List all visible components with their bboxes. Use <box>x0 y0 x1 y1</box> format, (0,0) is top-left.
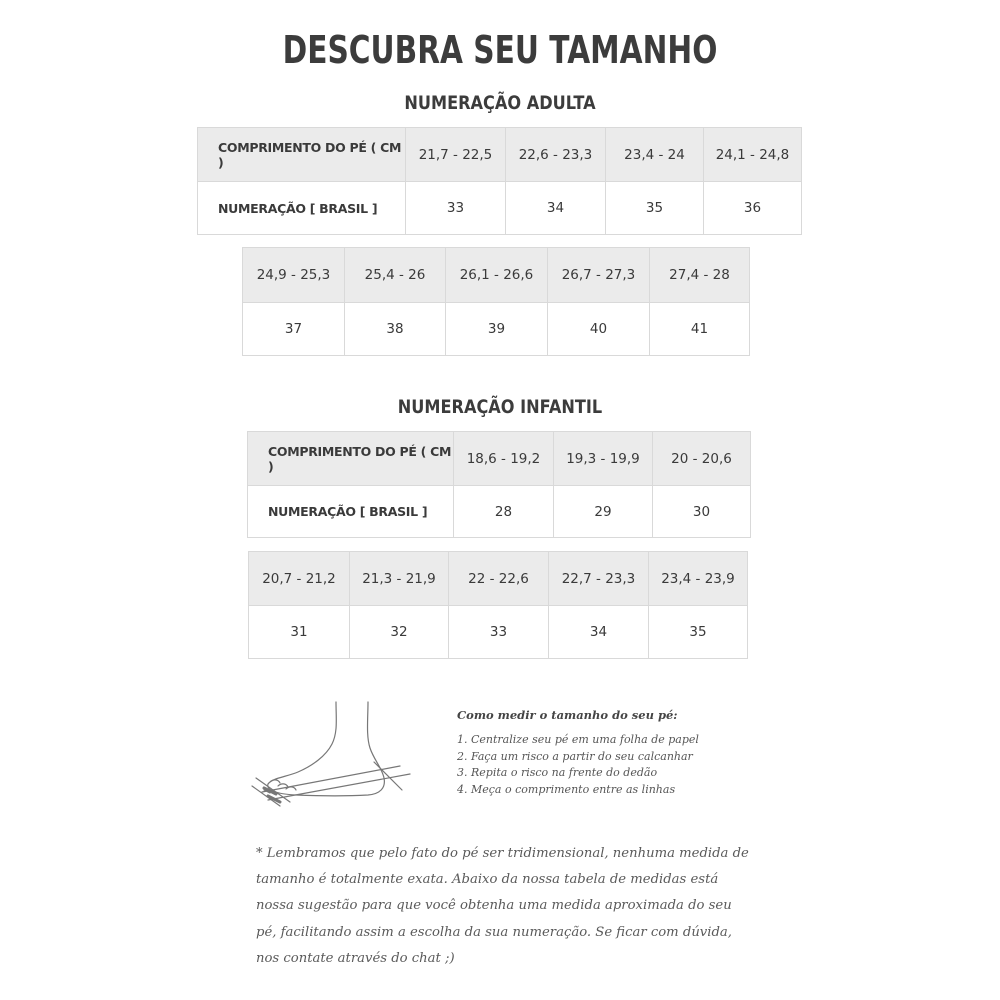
howto-step: 3. Repita o risco na frente do dedão <box>457 766 658 779</box>
size-cell: 35 <box>606 182 704 235</box>
size-row <box>248 486 751 538</box>
length-cell: 26,1 - 26,6 <box>446 248 548 303</box>
length-cell: 22 - 22,6 <box>449 552 549 606</box>
adult-size-table-2 <box>242 247 750 356</box>
size-cell: 33 <box>406 182 506 235</box>
length-cell: 24,9 - 25,3 <box>243 248 345 303</box>
size-cell: 40 <box>548 303 650 356</box>
howto-steps <box>457 732 699 798</box>
length-cell: 21,3 - 21,9 <box>350 552 449 606</box>
length-cell: 22,7 - 23,3 <box>549 552 649 606</box>
size-row <box>243 303 750 356</box>
size-cell: 39 <box>446 303 548 356</box>
howto-title: Como medir o tamanho do seu pé: <box>457 708 678 722</box>
howto-step: 1. Centralize seu pé em uma folha de papel <box>457 733 699 746</box>
length-cell: 23,4 - 23,9 <box>649 552 748 606</box>
size-row-label: NUMERAÇÃO [ BRASIL ] <box>248 486 454 538</box>
length-row-label: COMPRIMENTO DO PÉ ( CM ) <box>198 128 406 182</box>
size-cell: 28 <box>454 486 554 538</box>
length-row <box>198 128 802 182</box>
kids-size-table-1 <box>247 431 751 538</box>
length-cell: 20 - 20,6 <box>653 432 751 486</box>
size-cell: 29 <box>554 486 653 538</box>
length-cell: 23,4 - 24 <box>606 128 704 182</box>
size-cell: 38 <box>345 303 446 356</box>
kids-heading: NUMERAÇÃO INFANTIL <box>397 396 603 418</box>
length-cell: 26,7 - 27,3 <box>548 248 650 303</box>
page-title: DESCUBRA SEU TAMANHO <box>282 28 718 72</box>
size-cell: 32 <box>350 606 449 659</box>
size-row <box>198 182 802 235</box>
size-cell: 34 <box>549 606 649 659</box>
length-cell: 22,6 - 23,3 <box>506 128 606 182</box>
howto-step: 2. Faça um risco a partir do seu calcanhar <box>457 749 693 763</box>
howto-step: 4. Meça o comprimento entre as linhas <box>457 782 676 796</box>
kids-size-table-2 <box>248 551 748 659</box>
size-cell: 41 <box>650 303 750 356</box>
length-row <box>243 248 750 303</box>
length-row-label: COMPRIMENTO DO PÉ ( CM ) <box>248 432 454 486</box>
length-cell: 19,3 - 19,9 <box>554 432 653 486</box>
foot-measure-icon <box>250 698 420 810</box>
length-cell: 20,7 - 21,2 <box>249 552 350 606</box>
adult-size-table-1 <box>197 127 802 235</box>
length-cell: 24,1 - 24,8 <box>704 128 802 182</box>
length-row <box>248 432 751 486</box>
size-cell: 31 <box>249 606 350 659</box>
size-cell: 34 <box>506 182 606 235</box>
length-cell: 21,7 - 22,5 <box>406 128 506 182</box>
length-row <box>249 552 748 606</box>
size-cell: 33 <box>449 606 549 659</box>
length-cell: 25,4 - 26 <box>345 248 446 303</box>
size-row-label: NUMERAÇÃO [ BRASIL ] <box>198 182 406 235</box>
size-cell: 35 <box>649 606 748 659</box>
size-cell: 30 <box>653 486 751 538</box>
size-cell: 37 <box>243 303 345 356</box>
adult-heading: NUMERAÇÃO ADULTA <box>404 92 596 114</box>
size-row <box>249 606 748 659</box>
length-cell: 27,4 - 28 <box>650 248 750 303</box>
size-cell: 36 <box>704 182 802 235</box>
disclaimer-note: * Lembramos que pelo fato do pé ser tridimensional, nenhuma medida de tamanho é totalmente exata. Abaixo da nossa tabela de medidas está nossa sugestão para que você obtenha uma medida aproximada do seu pé, facilitando assim a escolha da sua numeração. Se ficar com dúvida, nos contate através do chat ;) <box>256 846 749 966</box>
length-cell: 18,6 - 19,2 <box>454 432 554 486</box>
